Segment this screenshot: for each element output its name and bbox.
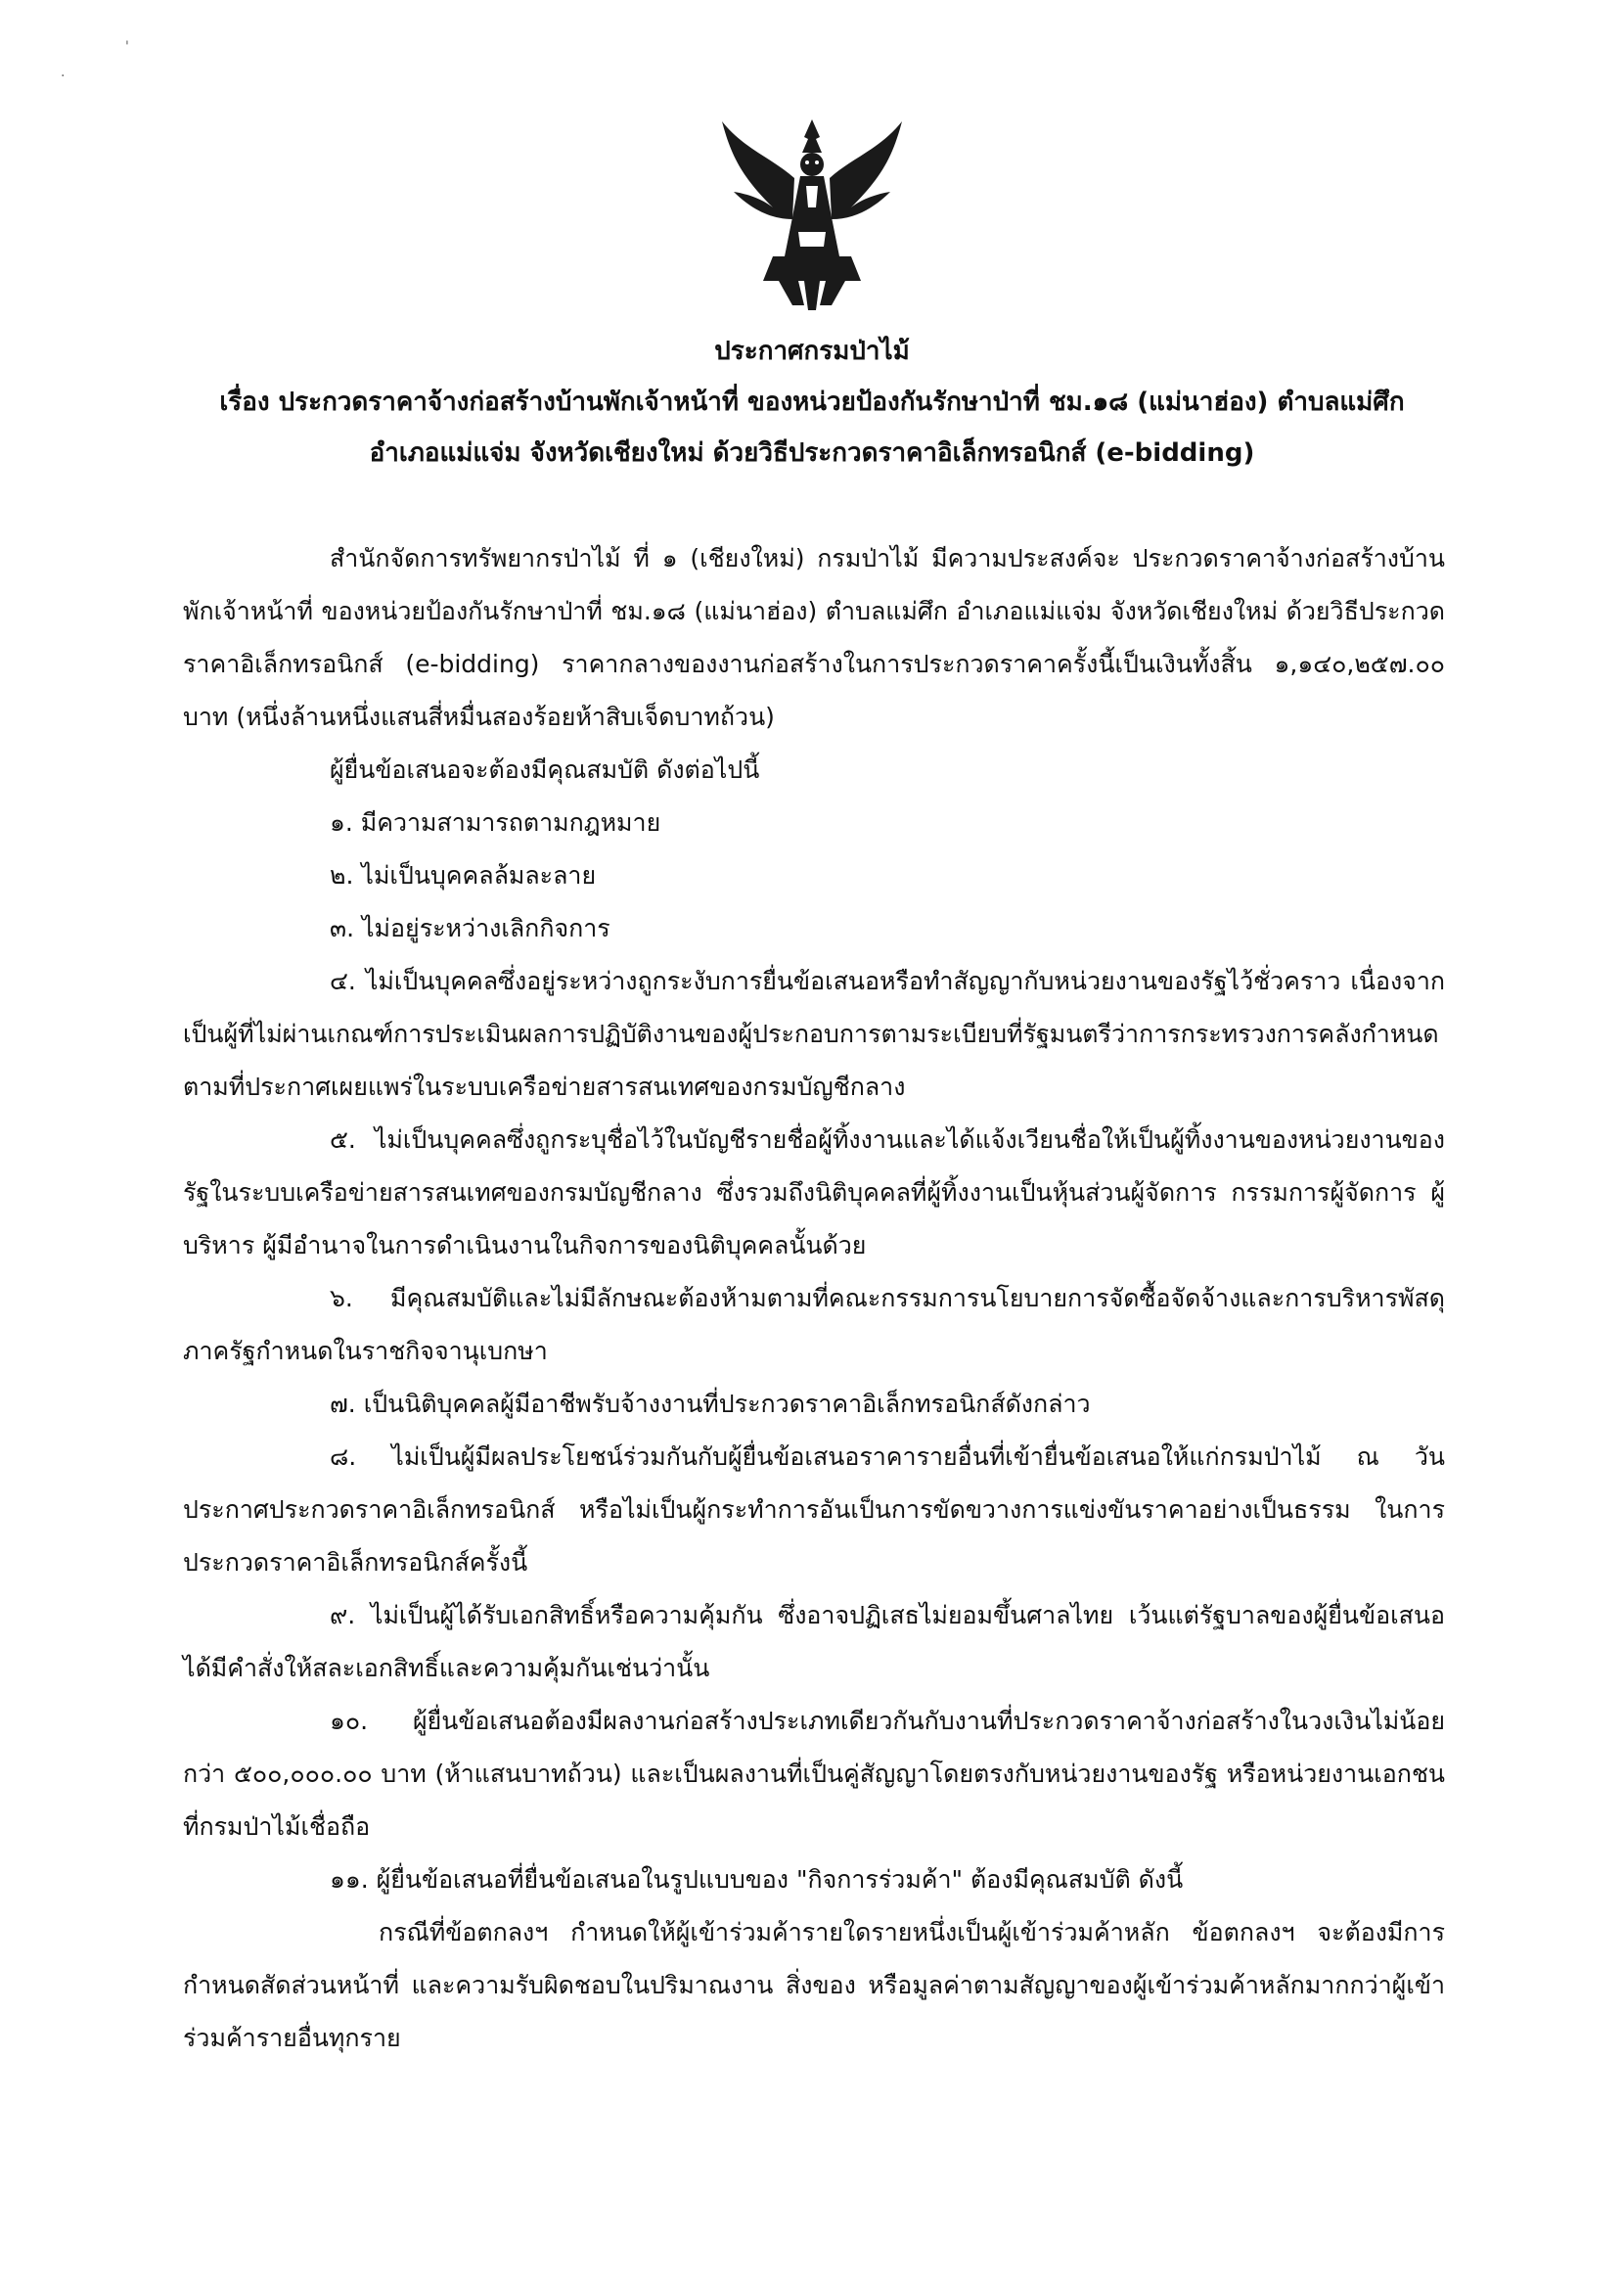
garuda-emblem-icon bbox=[714, 110, 910, 310]
issuer-title: ประกาศกรมป่าไม้ bbox=[714, 337, 910, 366]
qualification-item: ๘. ไม่เป็นผู้มีผลประโยชน์ร่วมกันกับผู้ยื่นข้อเสนอราคารายอื่นที่เข้ายื่นข้อเสนอให้แก่กรมป่าไม้ ณ วันประกาศประกวดราคาอิเล็กทรอนิกส์ หรือไม่เป็นผู้กระทำการอันเป็นการขัดขวางการแข่งขันราคาอย่างเป็นธรรม ในการประกวดราคาอิเล็กทรอนิกส์ครั้งนี้ bbox=[183, 1442, 1445, 1577]
intro-paragraph: สำนักจัดการทรัพยากรป่าไม้ ที่ ๑ (เชียงใหม่) กรมป่าไม้ มีความประสงค์จะ ประกวดราคาจ้างก่อสร้างบ้านพักเจ้าหน้าที่ ของหน่วยป้องกันรักษาป่าที่ ชม.๑๘ (แม่นาฮ่อง) ตำบลแม่ศึก อำเภอแม่แจ่ม จังหวัดเชียงใหม่ ด้วยวิธีประกวดราคาอิเล็กทรอนิกส์ (e-bidding) ราคากลางของงานก่อสร้างในการประกวดราคาครั้งนี้เป็นเงินทั้งสิ้น ๑,๑๔๐,๒๕๗.๐๐ บาท (หนึ่งล้านหนึ่งแสนสี่หมื่นสองร้อยห้าสิบเจ็ดบาทถ้วน) bbox=[183, 544, 1445, 731]
qualification-item: ๑๐. ผู้ยื่นข้อเสนอต้องมีผลงานก่อสร้างประเภทเดียวกันกับงานที่ประกวดราคาจ้างก่อสร้างในวงเงินไม่น้อยกว่า ๕๐๐,๐๐๐.๐๐ บาท (ห้าแสนบาทถ้วน) และเป็นผลงานที่เป็นคู่สัญญาโดยตรงกับหน่วยงานของรัฐ หรือหน่วยงานเอกชนที่กรมป่าไม้เชื่อถือ bbox=[183, 1707, 1445, 1841]
announcement-heading bbox=[0, 326, 1624, 479]
announcement-body bbox=[183, 532, 1445, 2065]
qualification-item: ๕. ไม่เป็นบุคคลซึ่งถูกระบุชื่อไว้ในบัญชีรายชื่อผู้ทิ้งงานและได้แจ้งเวียนชื่อให้เป็นผู้ทิ้งงานของหน่วยงานของรัฐในระบบเครือข่ายสารสนเทศของกรมบัญชีกลาง ซึ่งรวมถึงนิติบุคคลที่ผู้ทิ้งงานเป็นหุ้นส่วนผู้จัดการ กรรมการผู้จัดการ ผู้บริหาร ผู้มีอำนาจในการดำเนินงานในกิจการของนิติบุคคลนั้นด้วย bbox=[183, 1125, 1445, 1259]
qualification-item: ๗. เป็นนิติบุคคลผู้มีอาชีพรับจ้างงานที่ประกวดราคาอิเล็กทรอนิกส์ดังกล่าว bbox=[330, 1390, 1091, 1418]
subject-line-2: อำเภอแม่แจ่ม จังหวัดเชียงใหม่ ด้วยวิธีประกวดราคาอิเล็กทรอนิกส์ (e-bidding) bbox=[369, 438, 1255, 468]
qualification-item: ๙. ไม่เป็นผู้ได้รับเอกสิทธิ์หรือความคุ้มกัน ซึ่งอาจปฏิเสธไม่ยอมขึ้นศาลไทย เว้นแต่รัฐบาลของผู้ยื่นข้อเสนอได้มีคำสั่งให้สละเอกสิทธิ์และความคุ้มกันเช่นว่านั้น bbox=[183, 1601, 1445, 1682]
joint-venture-paragraph: กรณีที่ข้อตกลงฯ กำหนดให้ผู้เข้าร่วมค้ารายใดรายหนึ่งเป็นผู้เข้าร่วมค้าหลัก ข้อตกลงฯ จะต้องมีการกำหนดสัดส่วนหน้าที่ และความรับผิดชอบในปริมาณงาน สิ่งของ หรือมูลค่าตามสัญญาของผู้เข้าร่วมค้าหลักมากกว่าผู้เข้าร่วมค้ารายอื่นทุกราย bbox=[183, 1918, 1445, 2052]
subject-line-1: เรื่อง ประกวดราคาจ้างก่อสร้างบ้านพักเจ้าหน้าที่ ของหน่วยป้องกันรักษาป่าที่ ชม.๑๘ (แม่นาฮ่อง) ตำบลแม่ศึก bbox=[219, 388, 1405, 417]
qualification-item: ๖. มีคุณสมบัติและไม่มีลักษณะต้องห้ามตามที่คณะกรรมการนโยบายการจัดซื้อจัดจ้างและการบริหารพัสดุภาครัฐกำหนดในราชกิจจานุเบกษา bbox=[183, 1284, 1445, 1365]
qualification-item: ๔. ไม่เป็นบุคคลซึ่งอยู่ระหว่างถูกระงับการยื่นข้อเสนอหรือทำสัญญากับหน่วยงานของรัฐไว้ชั่วคราว เนื่องจากเป็นผู้ที่ไม่ผ่านเกณฑ์การประเมินผลการปฏิบัติงานของผู้ประกอบการตามระเบียบที่รัฐมนตรีว่าการกระทรวงการคลังกำหนดตามที่ประกาศเผยแพร่ในระบบเครือข่ายสารสนเทศของกรมบัญชีกลาง bbox=[183, 967, 1445, 1101]
qualifications-lead: ผู้ยื่นข้อเสนอจะต้องมีคุณสมบัติ ดังต่อไปนี้ bbox=[330, 755, 760, 784]
scan-speck: · bbox=[61, 69, 66, 84]
qualification-item: ๓. ไม่อยู่ระหว่างเลิกกิจการ bbox=[330, 914, 610, 942]
qualification-item: ๒. ไม่เป็นบุคคลล้มละลาย bbox=[330, 861, 597, 890]
scan-speck: ' bbox=[125, 39, 129, 55]
qualification-item: ๑. มีความสามารถตามกฎหมาย bbox=[330, 808, 661, 837]
qualification-item: ๑๑. ผู้ยื่นข้อเสนอที่ยื่นข้อเสนอในรูปแบบของ "กิจการร่วมค้า" ต้องมีคุณสมบัติ ดังนี้ bbox=[330, 1865, 1184, 1894]
